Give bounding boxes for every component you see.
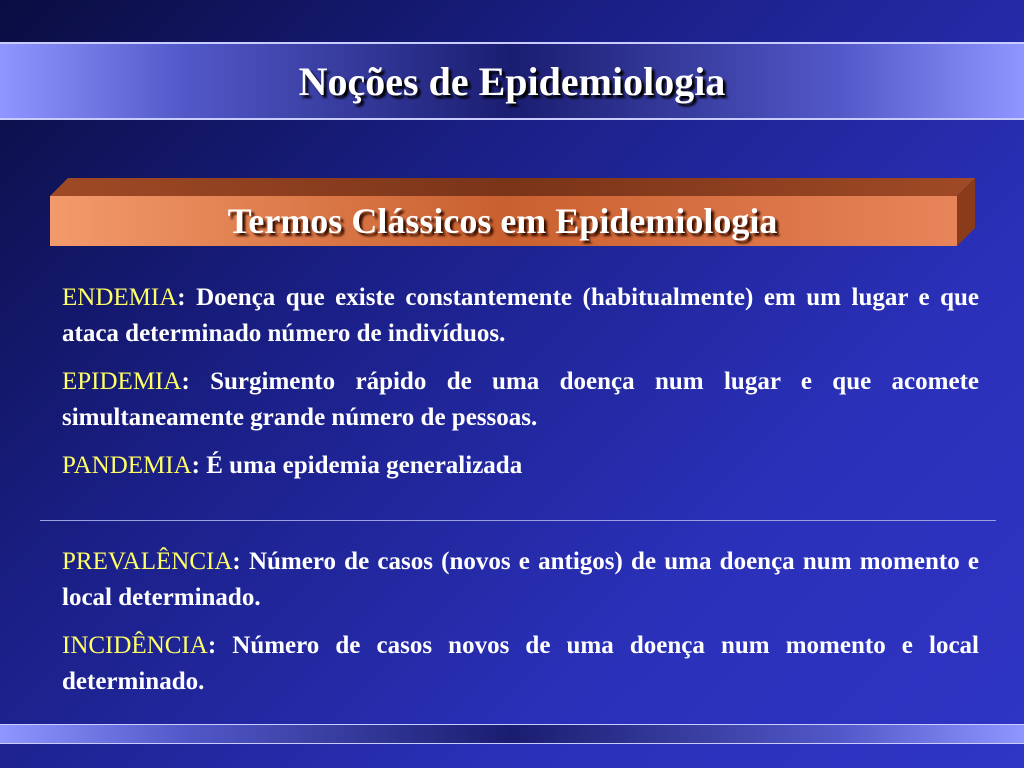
definitions-block-2: [62, 544, 979, 712]
slide-title: Noções de Epidemiologia: [298, 58, 726, 104]
definition-incidencia: INCIDÊNCIA: Número de casos novos de uma doença num momento e local determinado.: [62, 632, 979, 695]
definition-epidemia: EPIDEMIA: Surgimento rápido de uma doença num lugar e que acomete simultaneamente grande número de pessoas.: [62, 368, 979, 431]
term-label: EPIDEMIA: [62, 368, 182, 395]
subtitle-text: Termos Clássicos em Epidemiologia: [227, 201, 778, 241]
subtitle-box: [50, 178, 975, 248]
definition-text: É uma epidemia generalizada: [206, 452, 523, 479]
definition-pandemia: PANDEMIA: É uma epidemia generalizada: [62, 452, 523, 479]
title-band: [0, 42, 1024, 120]
definition-text: Número de casos (novos e antigos) de uma doença num momento e local determinado.: [62, 548, 980, 611]
divider-line: [40, 520, 996, 521]
term-label: INCIDÊNCIA: [62, 632, 208, 659]
bottom-band: [0, 724, 1024, 744]
definition-text: Número de casos novos de uma doença num momento e local determinado.: [62, 632, 979, 695]
definition-text: Doença que existe constantemente (habitualmente) em um lugar e que ataca determinado número de indivíduos.: [62, 284, 980, 347]
term-label: PREVALÊNCIA: [62, 548, 233, 575]
definition-endemia: ENDEMIA: Doença que existe constantemente (habitualmente) em um lugar e que ataca determinado número de indivíduos.: [62, 284, 980, 347]
definition-text: Surgimento rápido de uma doença num lugar e que acomete simultaneamente grande número de pessoas.: [62, 368, 979, 431]
term-label: PANDEMIA: [62, 452, 192, 479]
definitions-block-1: [62, 280, 979, 496]
definition-prevalencia: PREVALÊNCIA: Número de casos (novos e antigos) de uma doença num momento e local determinado.: [62, 548, 980, 611]
term-label: ENDEMIA: [62, 284, 178, 311]
